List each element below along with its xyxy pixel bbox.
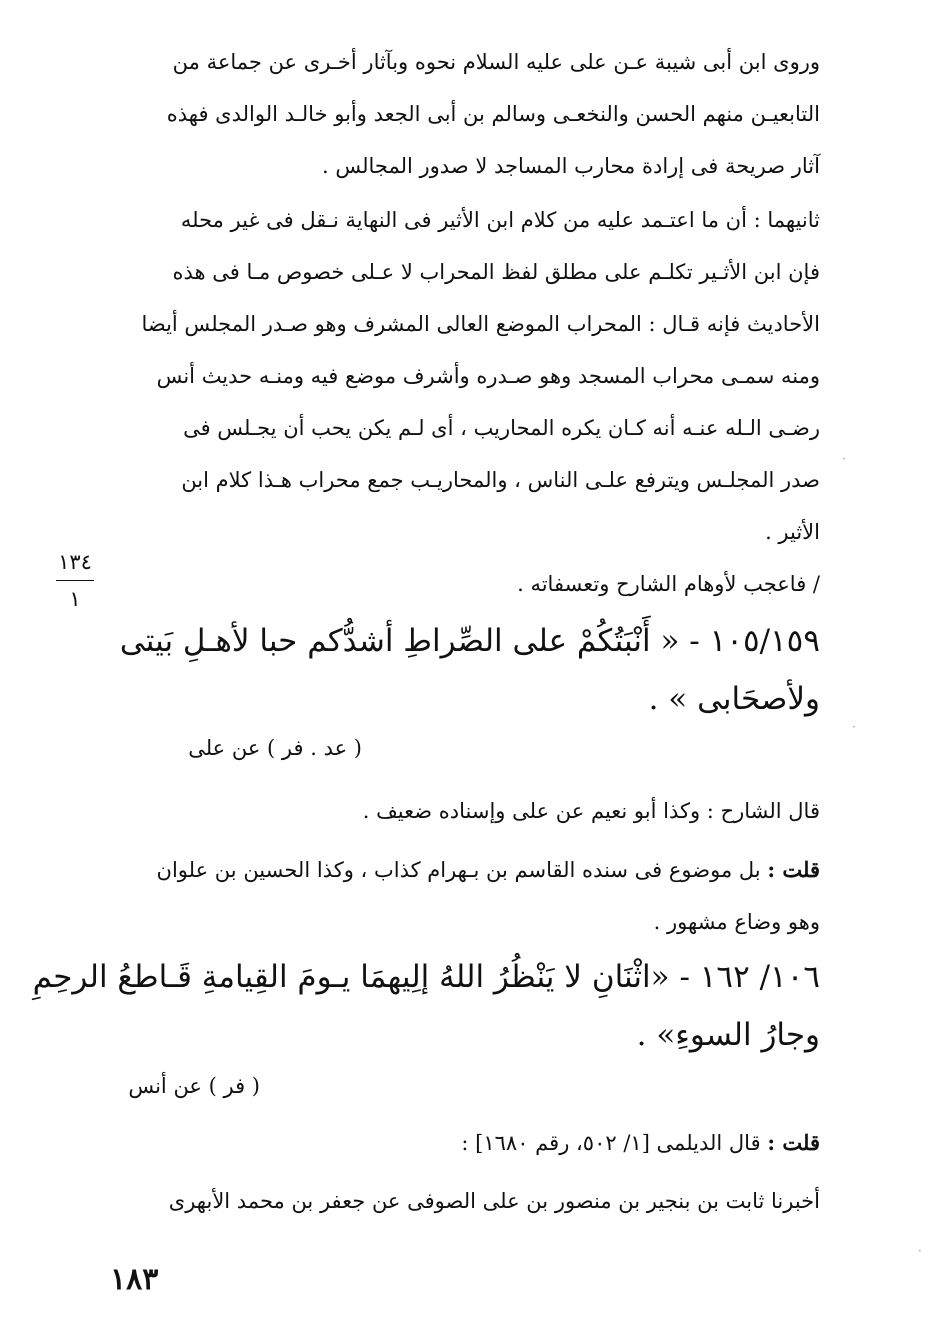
commentary-sharih xyxy=(108,796,820,826)
paragraph-athar xyxy=(108,36,820,192)
text-line: الأثير . xyxy=(765,520,820,544)
hadith-105-source: ( عد . فر ) عن على xyxy=(188,736,362,760)
text-line: رضـى الـله عنـه أنه كـان يكره المحاريب ، أى لـم يكن يحب أن يجـلس فى xyxy=(183,416,820,440)
isnad-line xyxy=(108,1186,820,1216)
hadith-text-line: ١٠٥/١٥٩ - « أَنْبَتُكُمْ على الصِّراطِ أشدُّكم حبا لأهـلِ بَيتى xyxy=(119,623,820,659)
paragraph-faajab xyxy=(108,558,820,610)
text-line: الأحاديث فإنه قـال : المحراب الموضع العالى المشرف وهو صـدر المجلس أيضا xyxy=(141,312,820,336)
text-line: آثار صريحة فى إرادة محارب المساجد لا صدور المجالس . xyxy=(322,154,820,178)
text-line xyxy=(108,844,820,896)
hadith-text-line: ولأصحَابى » . xyxy=(648,681,820,717)
qult-label: قلت : xyxy=(767,1130,820,1155)
scan-speck: · xyxy=(918,1244,922,1258)
scan-speck: · xyxy=(842,452,846,466)
qult-label: قلت : xyxy=(767,857,820,882)
text-line: أخبرنا ثابت بن بنجير بن منصور بن على الصوفى عن جعفر بن محمد الأبهرى xyxy=(168,1189,820,1213)
text-line: فإن ابن الأثـير تكلـم على مطلق لفظ المحراب لا عـلى خصوص مـا فى هذه xyxy=(172,260,820,284)
text-line: ومنه سمـى محراب المسجد وهو صـدره وأشرف موضع فيه ومنـه حديث أنس xyxy=(156,364,820,388)
text-line: / فاعجب لأوهام الشارح وتعسفاته . xyxy=(517,572,820,596)
qult-paragraph-1 xyxy=(108,844,820,948)
paragraph-thaniyhuma xyxy=(108,194,820,558)
text-line xyxy=(108,1128,820,1158)
text-line: وهو وضاع مشهور . xyxy=(653,910,820,934)
qult-text: قال الديلمى [١/ ٥٠٢، رقم ١٦٨٠] : xyxy=(461,1131,761,1155)
text-line: التابعيـن منهم الحسن والنخعـى وسالم بن أبى الجعد وأبو خالـد الوالدى فهذه xyxy=(166,102,820,126)
margin-folio-top: ١٣٤ xyxy=(58,550,92,574)
scan-speck: · xyxy=(852,720,856,734)
hadith-text-line: ١٠٦/ ١٦٢ - «اثْنَانِ لا يَنْظُرُ اللهُ إلِيهمَا يـومَ القِيامةِ قَـاطعُ الرحِمِ xyxy=(32,959,820,995)
hadith-106-source: ( فر ) عن أنس xyxy=(128,1074,260,1098)
page-number: ١٨٣ xyxy=(110,1262,159,1297)
margin-folio-divider xyxy=(56,580,94,581)
text-line: ثانيهما : أن ما اعتـمد عليه من كلام ابن الأثير فى النهاية نـقل فى غير محله xyxy=(180,208,820,232)
text-line: قال الشارح : وكذا أبو نعيم عن على وإسناده ضعيف . xyxy=(362,799,820,823)
margin-folio-note xyxy=(52,548,98,613)
qult-text: بل موضوع فى سنده القاسم بن بـهرام كذاب ، وكذا الحسين بن علوان xyxy=(156,858,761,882)
margin-folio-bottom: ١ xyxy=(69,587,81,611)
qult-paragraph-2 xyxy=(108,1128,820,1158)
hadith-106 xyxy=(32,948,820,1064)
text-line: وروى ابن أبى شيبة عـن على عليه السلام نحوه وبآثار أخـرى عن جماعة من xyxy=(172,50,820,74)
text-line: صدر المجلـس ويترفع علـى الناس ، والمحاريـب جمع محراب هـذا كلام ابن xyxy=(181,468,820,492)
hadith-105 xyxy=(108,612,820,728)
hadith-text-line: وجارُ السوءِ» . xyxy=(636,1017,820,1053)
